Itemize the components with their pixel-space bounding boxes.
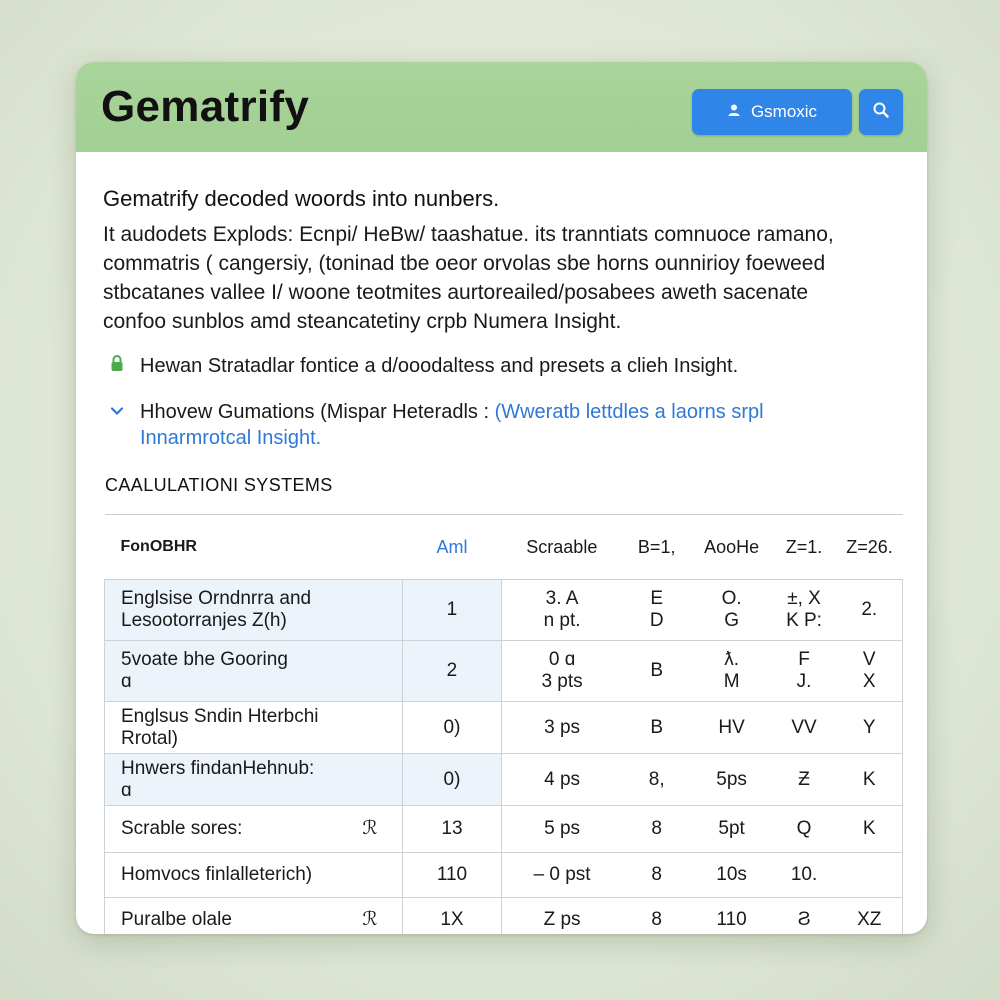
- script-r-icon: ℛ: [362, 818, 378, 839]
- table-cell: Y: [836, 702, 902, 754]
- table-row[interactable]: [105, 754, 903, 806]
- table-cell: 3. A n pt.: [502, 580, 622, 641]
- table-header[interactable]: Z=26.: [836, 515, 902, 580]
- table-header-row: [105, 515, 903, 580]
- system-name: Englsus Sndin Hterbchi Rrotal): [105, 702, 403, 754]
- system-name: Puralbe olale ℛ: [105, 898, 403, 935]
- system-name: Hnwers findanHehnub: ɑ: [105, 754, 403, 806]
- intro-line: stbcatanes vallee I/ woone teotmites aurtoreailed/posabees aweth sacenate: [103, 281, 809, 304]
- system-name: 5voate bhe Gooring ɑ: [105, 641, 403, 702]
- table-header[interactable]: Aml: [402, 515, 502, 580]
- feature-bullet-link[interactable]: (Wweratb lettdles a laorns srpl Innarmrotcal Insight.: [140, 401, 764, 449]
- table-cell: Z ps: [502, 898, 622, 935]
- table-row[interactable]: [105, 641, 903, 702]
- table-cell: 2.: [836, 580, 902, 641]
- generate-button[interactable]: [692, 89, 852, 135]
- table-cell: V X: [836, 641, 902, 702]
- script-r-icon: ℛ: [362, 909, 378, 930]
- table-cell: 8: [622, 806, 692, 853]
- table-cell: 5 ps: [502, 806, 622, 853]
- table-row[interactable]: [105, 806, 903, 853]
- app-title: Gematrify: [101, 82, 310, 131]
- table-cell: 0 ɑ 3 pts: [502, 641, 622, 702]
- table-cell: K: [836, 806, 902, 853]
- search-button[interactable]: [859, 89, 903, 135]
- system-name: Englsise Orndnrra and Lesootorranjes Z(h): [105, 580, 403, 641]
- table-header[interactable]: B=1,: [622, 515, 692, 580]
- feature-bullet-text: Hhovew Gumations (Mispar Heteradls :: [140, 401, 495, 423]
- table-cell: [836, 853, 902, 898]
- intro-body: [103, 220, 903, 336]
- table-cell: 5pt: [692, 806, 772, 853]
- table-cell: 8: [622, 898, 692, 935]
- intro-line: It audodets Explods: Ecnpi/ HeBw/ taashatue. its tranntiats comnuoce ramano,: [103, 223, 834, 246]
- table-cell: K: [836, 754, 902, 806]
- table-cell: 3 ps: [502, 702, 622, 754]
- system-number: 110: [402, 853, 502, 898]
- table-cell: HV: [692, 702, 772, 754]
- system-name: Scrable sores: ℛ: [105, 806, 403, 853]
- table-cell: – 0 pst: [502, 853, 622, 898]
- system-number: 0): [402, 754, 502, 806]
- section-title: CAALULATIONI SYSTEMS: [105, 475, 333, 495]
- table-header[interactable]: Z=1.: [772, 515, 837, 580]
- chevron-down-icon: [110, 399, 124, 425]
- table-cell: XZ: [836, 898, 902, 935]
- table-row[interactable]: [105, 580, 903, 641]
- table-row[interactable]: [105, 702, 903, 754]
- intro-line: commatris ( cangersiy, (toninad tbe oeor orvolas sbe horns ounnirioy foeweed: [103, 252, 826, 275]
- table-cell: ±, X K P:: [772, 580, 837, 641]
- system-number: 1X: [402, 898, 502, 935]
- table-cell: F J.: [772, 641, 837, 702]
- table-cell: 10.: [772, 853, 837, 898]
- lock-icon: [110, 353, 124, 379]
- table-header[interactable]: FonOBHR: [105, 515, 403, 580]
- table-cell: 8,: [622, 754, 692, 806]
- feature-bullet: [110, 399, 830, 451]
- table-cell: Ƶ: [772, 754, 837, 806]
- table-cell: B: [622, 702, 692, 754]
- feature-bullet: [110, 353, 738, 379]
- system-number: 2: [402, 641, 502, 702]
- table-cell: 8: [622, 853, 692, 898]
- table-cell: VV: [772, 702, 837, 754]
- table-cell: 10s: [692, 853, 772, 898]
- table-row[interactable]: [105, 898, 903, 935]
- intro-heading: Gematrify decoded woords into nunbers.: [103, 186, 500, 211]
- system-number: 13: [402, 806, 502, 853]
- table-cell: Q: [772, 806, 837, 853]
- table-row[interactable]: [105, 853, 903, 898]
- table-cell: 4 ps: [502, 754, 622, 806]
- table-header[interactable]: AooHe: [692, 515, 772, 580]
- table-header[interactable]: Scraable: [502, 515, 622, 580]
- user-icon: [727, 102, 741, 122]
- table-cell: E D: [622, 580, 692, 641]
- feature-bullet-text: Hewan Stratadlar fontice a d/ooodaltess and presets a clieh Insight.: [140, 355, 739, 377]
- system-number: 0): [402, 702, 502, 754]
- app-header: [76, 62, 927, 152]
- app-card: [76, 62, 927, 934]
- search-icon: [872, 101, 890, 124]
- table-cell: B: [622, 641, 692, 702]
- generate-button-label: Gsmoxic: [750, 102, 818, 121]
- table-cell: 5ps: [692, 754, 772, 806]
- table-cell: Ϩ: [772, 898, 837, 935]
- system-number: 1: [402, 580, 502, 641]
- system-name: Homvocs finlalleterich): [105, 853, 403, 898]
- intro-line: confoo sunblos amd steancatetiny crpb Numera Insight.: [103, 310, 622, 333]
- table-cell: ƛ. M: [692, 641, 772, 702]
- calculation-systems-table: [104, 514, 903, 934]
- table-cell: 110: [692, 898, 772, 935]
- table-cell: O. G: [692, 580, 772, 641]
